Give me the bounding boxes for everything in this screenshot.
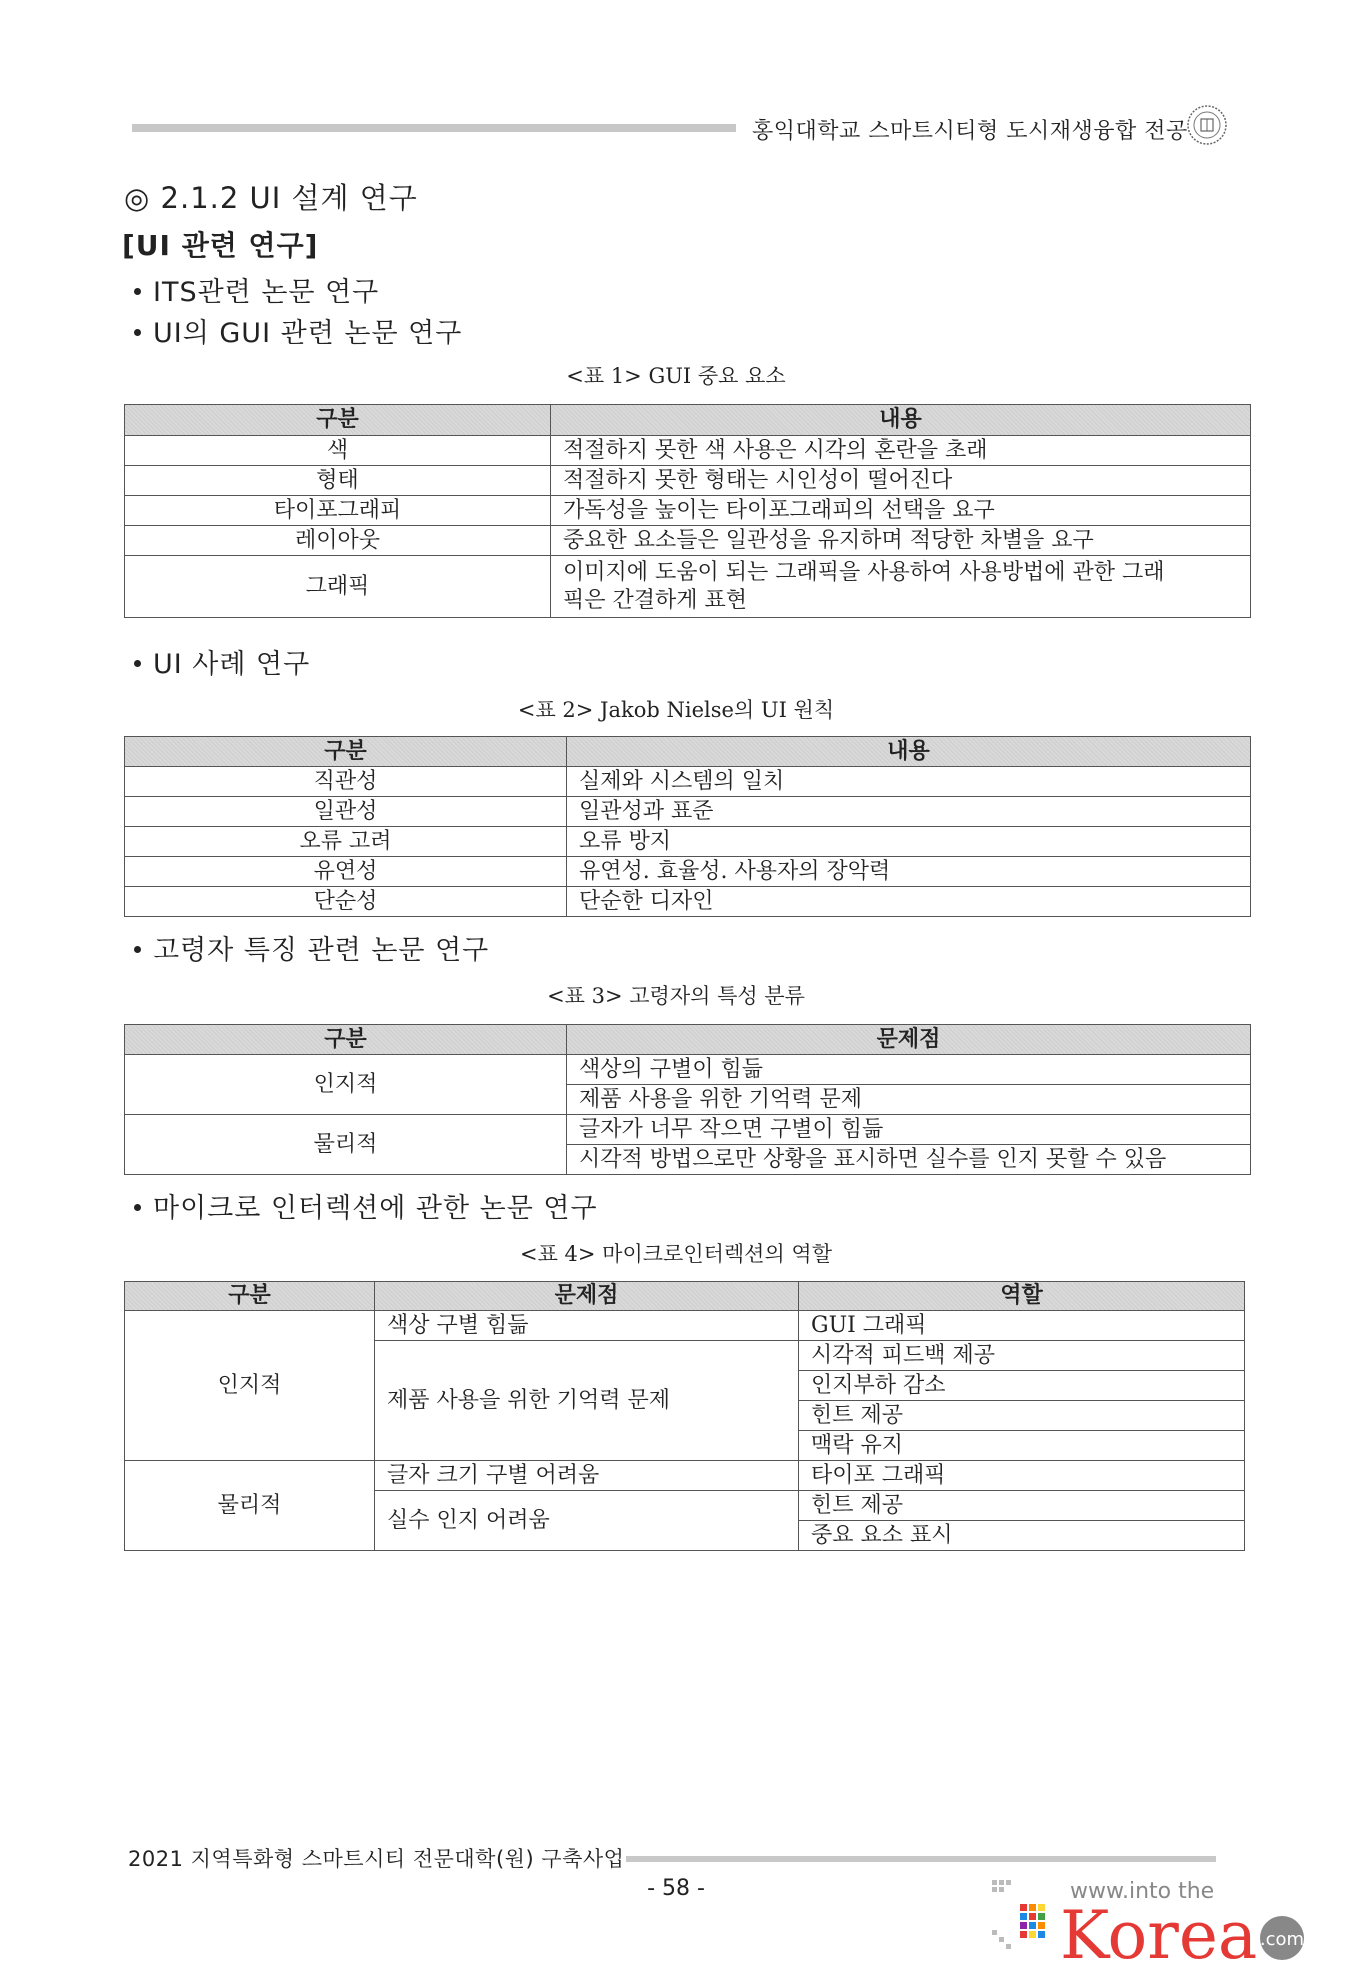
table2-header-category: 구분 bbox=[125, 737, 567, 767]
table4-header-category: 구분 bbox=[125, 1282, 375, 1311]
header-rule bbox=[132, 124, 736, 132]
table4-cell-role: 맥락 유지 bbox=[799, 1431, 1245, 1461]
bullet-dot bbox=[134, 1204, 141, 1211]
table3-caption: <표 3> 고령자의 특성 분류 bbox=[547, 984, 805, 1008]
table3-header-problem: 문제점 bbox=[567, 1025, 1251, 1055]
table1-cell-key: 형태 bbox=[125, 466, 551, 496]
table2-cell-value: 일관성과 표준 bbox=[567, 797, 1251, 827]
table2-cell-value: 실제와 시스템의 일치 bbox=[567, 767, 1251, 797]
table1-cell-value: 중요한 요소들은 일관성을 유지하며 적당한 차별을 요구 bbox=[551, 526, 1251, 556]
table1-cell-value: 적절하지 못한 형태는 시인성이 떨어진다 bbox=[551, 466, 1251, 496]
table1-caption: <표 1> GUI 중요 요소 bbox=[566, 364, 786, 388]
bullet-item bbox=[134, 1186, 598, 1225]
table1-cell-line: 픽은 간결하게 표현 bbox=[563, 587, 748, 613]
bullet-text: 고령자 특징 관련 논문 연구 bbox=[153, 935, 490, 966]
table1-cell-value bbox=[551, 556, 1251, 618]
table4-cell-role: 인지부하 감소 bbox=[799, 1371, 1245, 1401]
bullet-item bbox=[134, 270, 379, 309]
bullet-dot bbox=[134, 660, 141, 667]
table4-header-role: 역할 bbox=[799, 1282, 1245, 1311]
table4 bbox=[124, 1281, 1245, 1551]
bullet-text: ITS관련 논문 연구 bbox=[153, 277, 380, 308]
footer-text: 2021 지역특화형 스마트시티 전문대학(원) 구축사업 bbox=[128, 1847, 625, 1871]
table2-cell-value: 유연성. 효율성. 사용자의 장악력 bbox=[567, 857, 1251, 887]
table1-cell-value: 적절하지 못한 색 사용은 시각의 혼란을 초래 bbox=[551, 436, 1251, 466]
table3-cell-value: 시각적 방법으로만 상황을 표시하면 실수를 인지 못할 수 있음 bbox=[567, 1145, 1251, 1175]
table3-cell-key: 인지적 bbox=[125, 1055, 567, 1115]
table2-cell-key: 일관성 bbox=[125, 797, 567, 827]
intothekorea-logo bbox=[990, 1870, 1310, 1970]
bullet-text: UI의 GUI 관련 논문 연구 bbox=[153, 318, 463, 349]
table4-cell-role: 타이포 그래픽 bbox=[799, 1461, 1245, 1491]
table2-cell-value: 단순한 디자인 bbox=[567, 887, 1251, 917]
table4-cell-problem: 제품 사용을 위한 기억력 문제 bbox=[375, 1341, 799, 1461]
footer-rule bbox=[626, 1856, 1216, 1862]
table4-header-problem: 문제점 bbox=[375, 1282, 799, 1311]
subsection-title: [UI 관련 연구] bbox=[122, 229, 319, 262]
table4-cell-problem: 글자 크기 구별 어려움 bbox=[375, 1461, 799, 1491]
table4-cell-role: 중요 요소 표시 bbox=[799, 1521, 1245, 1551]
table1 bbox=[124, 404, 1251, 618]
bullet-dot bbox=[134, 288, 141, 295]
bullet-item bbox=[134, 928, 489, 967]
logo-small-text: www.into the bbox=[1070, 1879, 1215, 1904]
table2-cell-key: 직관성 bbox=[125, 767, 567, 797]
table1-cell-value: 가독성을 높이는 타이포그래피의 선택을 요구 bbox=[551, 496, 1251, 526]
table4-cell-role: 힌트 제공 bbox=[799, 1401, 1245, 1431]
table1-cell-key: 색 bbox=[125, 436, 551, 466]
table2-cell-key: 오류 고려 bbox=[125, 827, 567, 857]
table3-cell-value: 제품 사용을 위한 기억력 문제 bbox=[567, 1085, 1251, 1115]
table1-header-content: 내용 bbox=[551, 405, 1251, 436]
table1-cell-key: 그래픽 bbox=[125, 556, 551, 618]
table3-cell-value: 색상의 구별이 힘듦 bbox=[567, 1055, 1251, 1085]
table1-header-category: 구분 bbox=[125, 405, 551, 436]
bullet-dot bbox=[134, 329, 141, 336]
table2-cell-key: 유연성 bbox=[125, 857, 567, 887]
header-text: 홍익대학교 스마트시티형 도시재생융합 전공 bbox=[752, 119, 1188, 144]
table3-header-category: 구분 bbox=[125, 1025, 567, 1055]
table2-caption: <표 2> Jakob Nielse의 UI 원칙 bbox=[517, 698, 835, 722]
table2-cell-value: 오류 방지 bbox=[567, 827, 1251, 857]
table4-cell-key: 인지적 bbox=[125, 1311, 375, 1461]
table1-cell-key: 타이포그래피 bbox=[125, 496, 551, 526]
table2 bbox=[124, 736, 1251, 917]
table1-cell-line: 이미지에 도움이 되는 그래픽을 사용하여 사용방법에 관한 그래 bbox=[563, 559, 1165, 585]
page-number: - 58 - bbox=[647, 1876, 705, 1901]
table3 bbox=[124, 1024, 1251, 1175]
logo-main-text: Korea bbox=[1060, 1897, 1258, 1970]
bullet-item bbox=[134, 642, 310, 681]
table4-cell-role: 힌트 제공 bbox=[799, 1491, 1245, 1521]
table4-cell-problem: 실수 인지 어려움 bbox=[375, 1491, 799, 1551]
table1-cell-key: 레이아웃 bbox=[125, 526, 551, 556]
logo-com-text: .com bbox=[1259, 1929, 1305, 1950]
section-title: ◎ 2.1.2 UI 설계 연구 bbox=[124, 181, 418, 215]
table2-header-content: 내용 bbox=[567, 737, 1251, 767]
table4-cell-problem: 색상 구별 힘듦 bbox=[375, 1311, 799, 1341]
bullet-item bbox=[134, 311, 462, 350]
bullet-dot bbox=[134, 946, 141, 953]
bullet-text: UI 사례 연구 bbox=[153, 649, 311, 680]
table4-cell-role: GUI 그래픽 bbox=[799, 1311, 1245, 1341]
table4-cell-key: 물리적 bbox=[125, 1461, 375, 1551]
table4-caption: <표 4> 마이크로인터렉션의 역할 bbox=[519, 1242, 832, 1266]
table3-cell-key: 물리적 bbox=[125, 1115, 567, 1175]
bullet-text: 마이크로 인터렉션에 관한 논문 연구 bbox=[153, 1193, 598, 1224]
university-seal-icon bbox=[1186, 104, 1228, 146]
table3-cell-value: 글자가 너무 작으면 구별이 힘듦 bbox=[567, 1115, 1251, 1145]
table2-cell-key: 단순성 bbox=[125, 887, 567, 917]
table4-cell-role: 시각적 피드백 제공 bbox=[799, 1341, 1245, 1371]
